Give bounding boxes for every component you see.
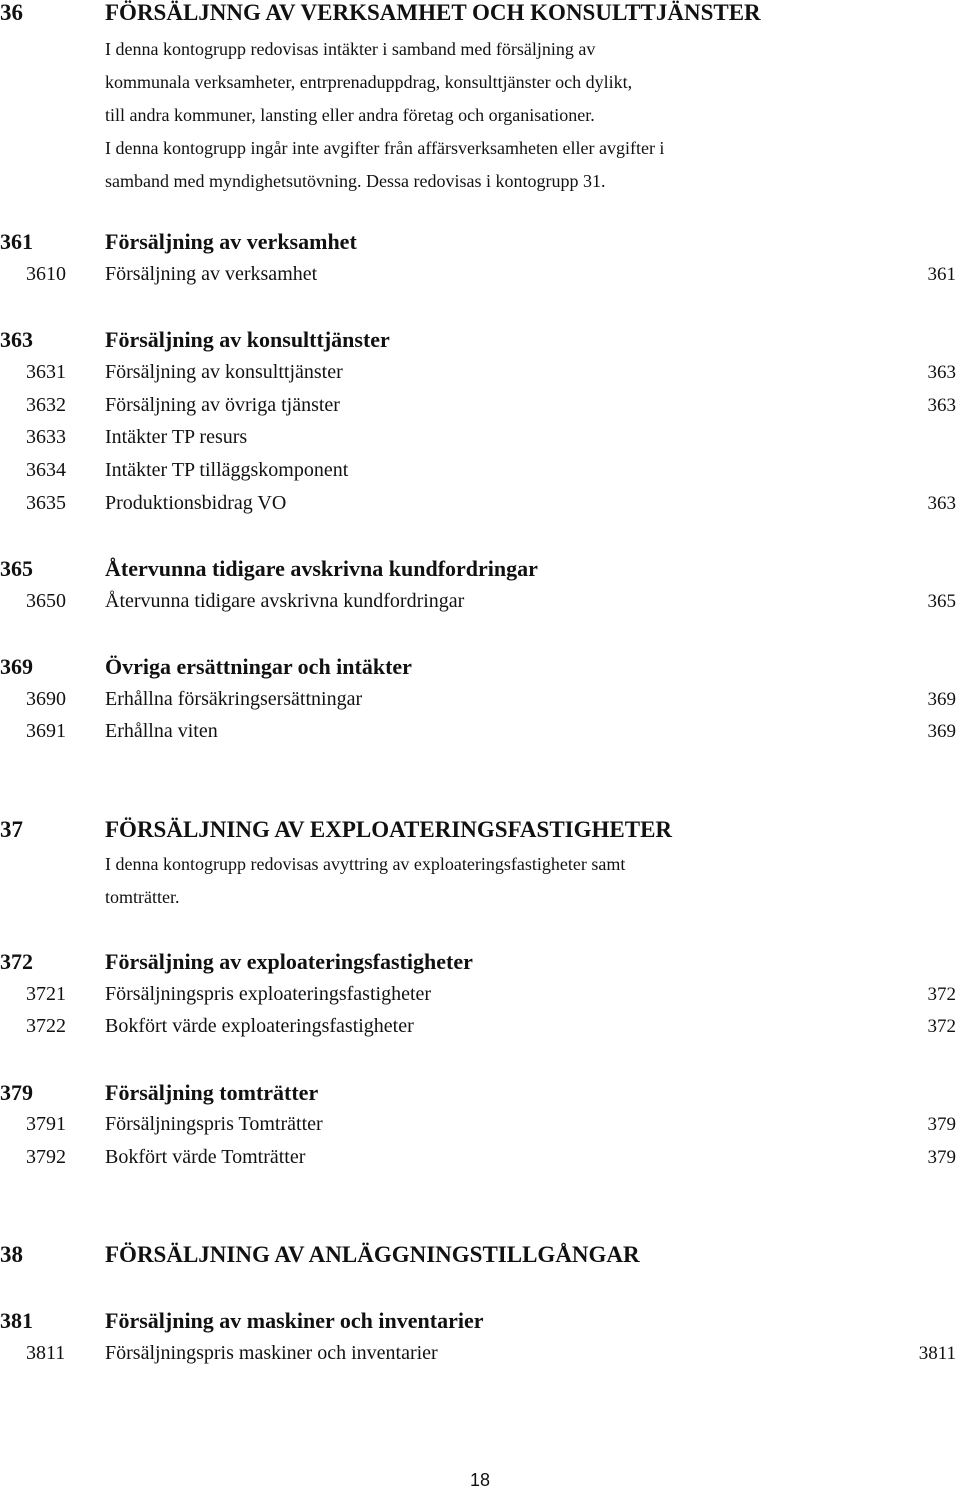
account-code: 3632 xyxy=(26,394,66,416)
section-code: 361 xyxy=(0,229,33,254)
account-code: 3610 xyxy=(26,263,66,285)
section-title: Försäljning av exploateringsfastigheter xyxy=(105,949,473,974)
account-label: Intäkter TP tilläggskomponent xyxy=(105,459,349,481)
account-label: Bokfört värde exploateringsfastigheter xyxy=(105,1015,414,1037)
account-label: Försäljning av övriga tjänster xyxy=(105,394,340,416)
group-title: FÖRSÄLJNING AV ANLÄGGNINGSTILLGÅNGAR xyxy=(105,1242,640,1267)
account-code: 3792 xyxy=(26,1146,66,1168)
description-line: I denna kontogrupp ingår inte avgifter från affärsverksamheten eller avgifter i xyxy=(105,138,665,158)
account-ref: 372 xyxy=(927,984,956,1005)
account-ref: 365 xyxy=(927,591,956,612)
group-code: 37 xyxy=(0,817,23,842)
account-label: Försäljning av verksamhet xyxy=(105,263,318,285)
account-ref: 363 xyxy=(927,362,956,383)
description-line: till andra kommuner, lansting eller andra företag och organisationer. xyxy=(105,105,595,125)
page-number: 18 xyxy=(469,1470,491,1490)
account-ref: 361 xyxy=(927,264,956,285)
section-title: Försäljning av maskiner och inventarier xyxy=(105,1308,484,1333)
account-code: 3631 xyxy=(26,361,66,383)
account-label: Bokfört värde Tomträtter xyxy=(105,1146,306,1168)
account-code: 3691 xyxy=(26,720,66,742)
account-code: 3811 xyxy=(26,1342,66,1364)
group-title: FÖRSÄLJNING AV EXPLOATERINGSFASTIGHETER xyxy=(105,817,673,842)
account-code: 3634 xyxy=(26,459,66,481)
account-ref: 369 xyxy=(927,689,956,710)
section-title: Återvunna tidigare avskrivna kundfordringar xyxy=(105,556,538,581)
account-code: 3650 xyxy=(26,590,66,612)
description-line: kommunala verksamheter, entrprenaduppdrag, konsulttjänster och dylikt, xyxy=(105,72,633,92)
account-code: 3690 xyxy=(26,688,66,710)
group-title: FÖRSÄLJNNG AV VERKSAMHET OCH KONSULTTJÄNSTER xyxy=(105,0,761,25)
account-ref: 379 xyxy=(927,1114,956,1135)
section-code: 363 xyxy=(0,327,33,352)
account-ref: 3811 xyxy=(918,1343,956,1364)
section-title: Övriga ersättningar och intäkter xyxy=(105,654,412,679)
group-code: 38 xyxy=(0,1242,23,1267)
account-ref: 363 xyxy=(927,493,956,514)
section-title: Försäljning av verksamhet xyxy=(105,229,357,254)
section-code: 369 xyxy=(0,654,33,679)
account-label: Erhållna viten xyxy=(105,720,218,742)
description-line: I denna kontogrupp redovisas avyttring av exploateringsfastigheter samt xyxy=(105,854,626,874)
account-ref: 379 xyxy=(927,1147,956,1168)
section-title: Försäljning av konsulttjänster xyxy=(105,327,390,352)
section-code: 381 xyxy=(0,1308,33,1333)
section-title: Försäljning tomträtter xyxy=(105,1080,319,1105)
account-label: Försäljningspris maskiner och inventarier xyxy=(105,1342,438,1364)
account-ref: 372 xyxy=(927,1016,956,1037)
section-code: 365 xyxy=(0,556,33,581)
account-ref: 363 xyxy=(927,395,956,416)
account-label: Återvunna tidigare avskrivna kundfordringar xyxy=(105,590,465,612)
group-description xyxy=(105,848,845,914)
account-code: 3635 xyxy=(26,492,66,514)
account-code: 3791 xyxy=(26,1113,66,1135)
account-ref: 369 xyxy=(927,721,956,742)
section-code: 379 xyxy=(0,1080,33,1105)
account-label: Intäkter TP resurs xyxy=(105,426,248,448)
account-code: 3722 xyxy=(26,1015,66,1037)
description-line: I denna kontogrupp redovisas intäkter i samband med försäljning av xyxy=(105,39,596,59)
account-code: 3633 xyxy=(26,426,66,448)
account-label: Produktionsbidrag VO xyxy=(105,492,287,514)
account-label: Försäljningspris exploateringsfastigheter xyxy=(105,983,432,1005)
account-label: Försäljning av konsulttjänster xyxy=(105,361,343,383)
account-label: Försäljningspris Tomträtter xyxy=(105,1113,323,1135)
description-line: tomträtter. xyxy=(105,887,180,907)
group-description xyxy=(105,33,845,198)
account-code: 3721 xyxy=(26,983,66,1005)
section-code: 372 xyxy=(0,949,33,974)
group-code: 36 xyxy=(0,0,23,25)
account-label: Erhållna försäkringsersättningar xyxy=(105,688,363,710)
description-line: samband med myndighetsutövning. Dessa redovisas i kontogrupp 31. xyxy=(105,171,606,191)
